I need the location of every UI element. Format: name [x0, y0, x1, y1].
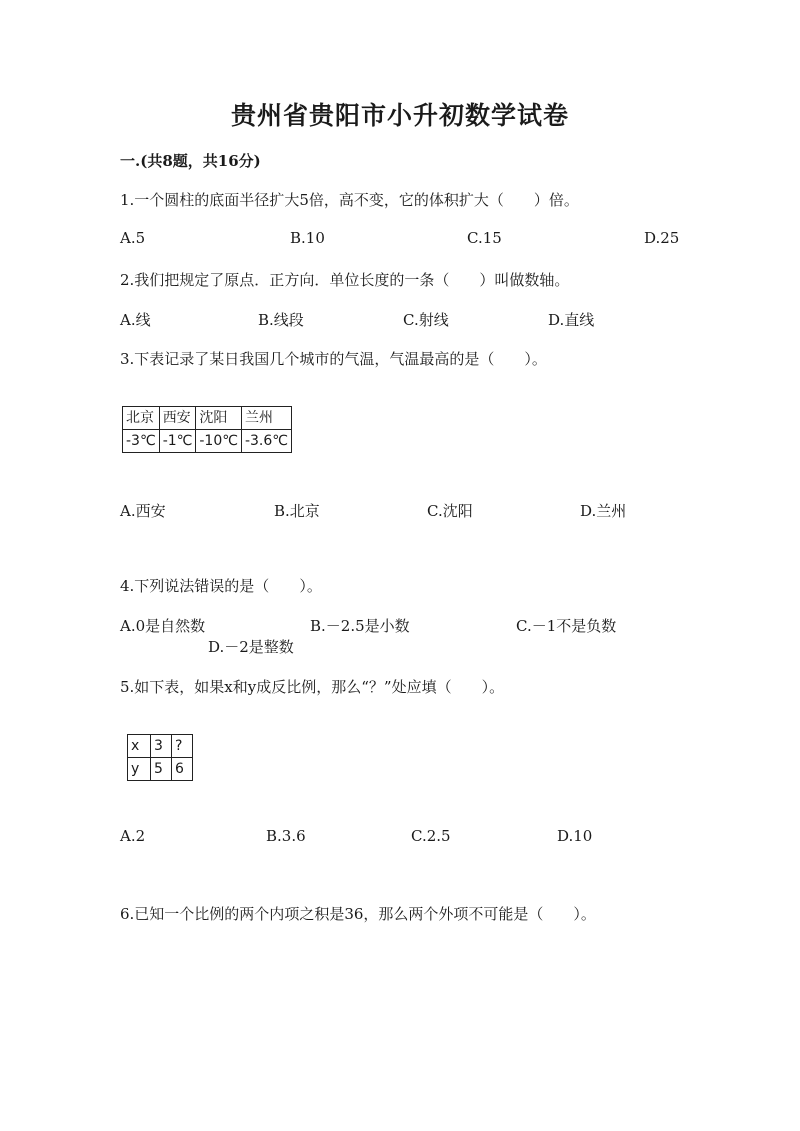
question-4-option-d[interactable]: D.－2是整数 — [208, 638, 294, 656]
temperature-table — [122, 406, 292, 453]
table-cell: 北京 — [123, 407, 160, 430]
table-cell: -3℃ — [123, 430, 160, 453]
question-3-option-d[interactable]: D.兰州 — [580, 502, 627, 520]
table-cell: ? — [172, 735, 193, 758]
section-heading: 一.(共8题，共16分) — [120, 152, 261, 170]
table-row — [123, 430, 292, 453]
question-5-stem: 5.如下表，如果x和y成反比例，那么“？”处应填（ ）。 — [120, 678, 505, 696]
question-3-option-c[interactable]: C.沈阳 — [427, 502, 473, 520]
question-1-option-c[interactable]: C.15 — [467, 229, 502, 247]
question-2-stem: 2.我们把规定了原点．正方向．单位长度的一条（ ）叫做数轴。 — [120, 271, 570, 289]
table-row — [128, 735, 193, 758]
table-cell: 6 — [172, 758, 193, 781]
table-row — [128, 758, 193, 781]
question-2-option-a[interactable]: A.线 — [120, 311, 151, 329]
question-5-option-a[interactable]: A.2 — [120, 827, 146, 845]
question-1-option-b[interactable]: B.10 — [290, 229, 325, 247]
question-4-option-c[interactable]: C.－1不是负数 — [516, 617, 617, 635]
table-cell: -1℃ — [159, 430, 196, 453]
question-1-stem: 1.一个圆柱的底面半径扩大5倍，高不变，它的体积扩大（ ）倍。 — [120, 191, 579, 209]
table-row — [123, 407, 292, 430]
question-5-option-d[interactable]: D.10 — [557, 827, 593, 845]
question-2-option-c[interactable]: C.射线 — [403, 311, 449, 329]
table-cell: -10℃ — [196, 430, 242, 453]
table-cell: 3 — [151, 735, 172, 758]
question-1-option-a[interactable]: A.5 — [120, 229, 146, 247]
table-cell: 5 — [151, 758, 172, 781]
question-2-option-d[interactable]: D.直线 — [548, 311, 595, 329]
table-cell: -3.6℃ — [241, 430, 291, 453]
table-cell: y — [128, 758, 151, 781]
question-2-option-b[interactable]: B.线段 — [258, 311, 304, 329]
table-cell: 沈阳 — [196, 407, 242, 430]
table-cell: x — [128, 735, 151, 758]
page-title: 贵州省贵阳市小升初数学试卷 — [230, 101, 569, 130]
question-4-stem: 4.下列说法错误的是（ ）。 — [120, 577, 322, 595]
question-5-option-c[interactable]: C.2.5 — [411, 827, 451, 845]
table-cell: 西安 — [159, 407, 196, 430]
question-3-stem: 3.下表记录了某日我国几个城市的气温，气温最高的是（ ）。 — [120, 350, 547, 368]
table-cell: 兰州 — [241, 407, 291, 430]
question-3-option-a[interactable]: A.西安 — [120, 502, 166, 520]
question-6-stem: 6.已知一个比例的两个内项之积是36，那么两个外项不可能是（ ）。 — [120, 905, 596, 923]
question-4-option-a[interactable]: A.0是自然数 — [120, 617, 206, 635]
question-4-option-b[interactable]: B.－2.5是小数 — [310, 617, 410, 635]
question-3-option-b[interactable]: B.北京 — [274, 502, 320, 520]
question-5-option-b[interactable]: B.3.6 — [266, 827, 306, 845]
xy-table — [127, 734, 193, 781]
question-1-option-d[interactable]: D.25 — [644, 229, 680, 247]
